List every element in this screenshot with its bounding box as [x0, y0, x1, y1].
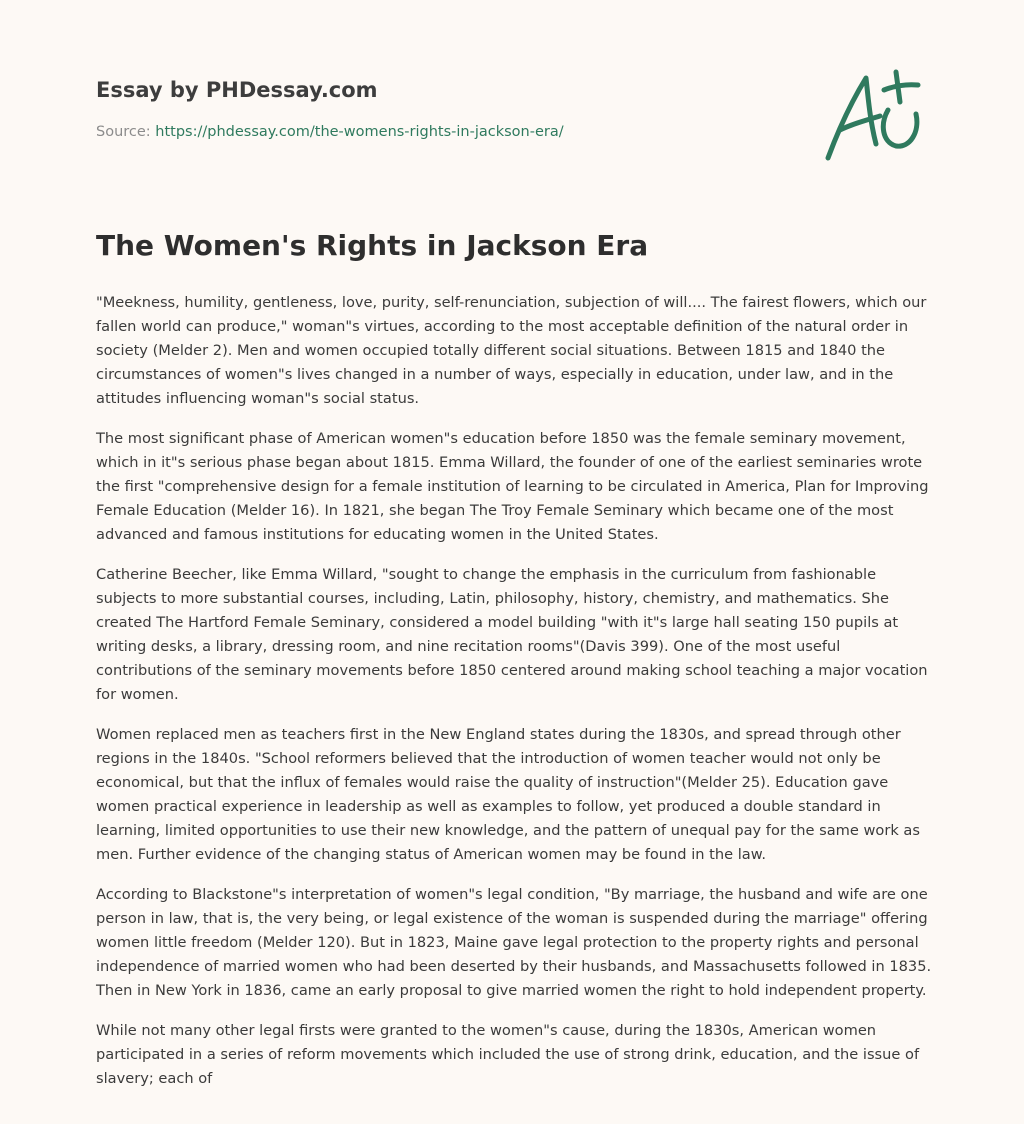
source-label: Source:	[96, 124, 151, 140]
page-header	[96, 76, 936, 140]
a-plus-logo-icon	[818, 66, 930, 166]
source-link[interactable]: https://phdessay.com/the-womens-rights-in-jackson-era/	[155, 124, 564, 140]
site-title: Essay by PHDessay.com	[96, 78, 378, 102]
essay-title: The Women's Rights in Jackson Era	[96, 229, 649, 262]
source-line	[96, 124, 564, 140]
essay-paragraph: "Meekness, humility, gentleness, love, purity, self-renunciation, subjection of will.... The fairest flowers, which our fallen world can produce," woman"s virtues, according to the most acceptable definition of the natural order in society (Melder 2). Men and women occupied totally different social situations. Between 1815 and 1840 the circumstances of women"s lives changed in a number of ways, especially in education, under law, and in the attitudes influencing woman"s social status.	[96, 294, 927, 407]
essay-article	[96, 226, 932, 1107]
essay-paragraph: According to Blackstone"s interpretation of women"s legal condition, "By marriage, the husband and wife are one person in law, that is, the very being, or legal existence of the woman is suspended during the marriage" offering women little freedom (Melder 120). But in 1823, Maine gave legal protection to the property rights and personal independence of married women who had been deserted by their husbands, and Massachusetts followed in 1835. Then in New York in 1836, came an early proposal to give married women the right to hold independent property.	[96, 886, 932, 999]
essay-paragraph: Catherine Beecher, like Emma Willard, "sought to change the emphasis in the curriculum from fashionable subjects to more substantial courses, including, Latin, philosophy, history, chemistry, and mathematics. She created The Hartford Female Seminary, considered a model building "with it"s large hall seating 150 pupils at writing desks, a library, dressing room, and nine recitation rooms"(Davis 399). One of the most useful contributions of the seminary movements before 1850 centered around making school teaching a major vocation for women.	[96, 566, 928, 703]
essay-paragraph: While not many other legal firsts were granted to the women"s cause, during the 1830s, American women participated in a series of reform movements which included the use of strong drink, education, and the issue of slavery; each of	[96, 1022, 920, 1087]
essay-paragraph: Women replaced men as teachers first in the New England states during the 1830s, and spread through other regions in the 1840s. "School reformers believed that the introduction of women teacher would not only be economical, but that the influx of females would raise the quality of instruction"(Melder 25). Education gave women practical experience in leadership as well as examples to follow, yet produced a double standard in learning, limited opportunities to use their new knowledge, and the pattern of unequal pay for the same work as men. Further evidence of the changing status of American women may be found in the law.	[96, 726, 920, 863]
essay-paragraph: The most significant phase of American women"s education before 1850 was the female seminary movement, which in it"s serious phase began about 1815. Emma Willard, the founder of one of the earliest seminaries wrote the first "comprehensive design for a female institution of learning to be circulated in America, Plan for Improving Female Education (Melder 16). In 1821, she began The Troy Female Seminary which became one of the most advanced and famous institutions for educating women in the United States.	[96, 430, 929, 543]
